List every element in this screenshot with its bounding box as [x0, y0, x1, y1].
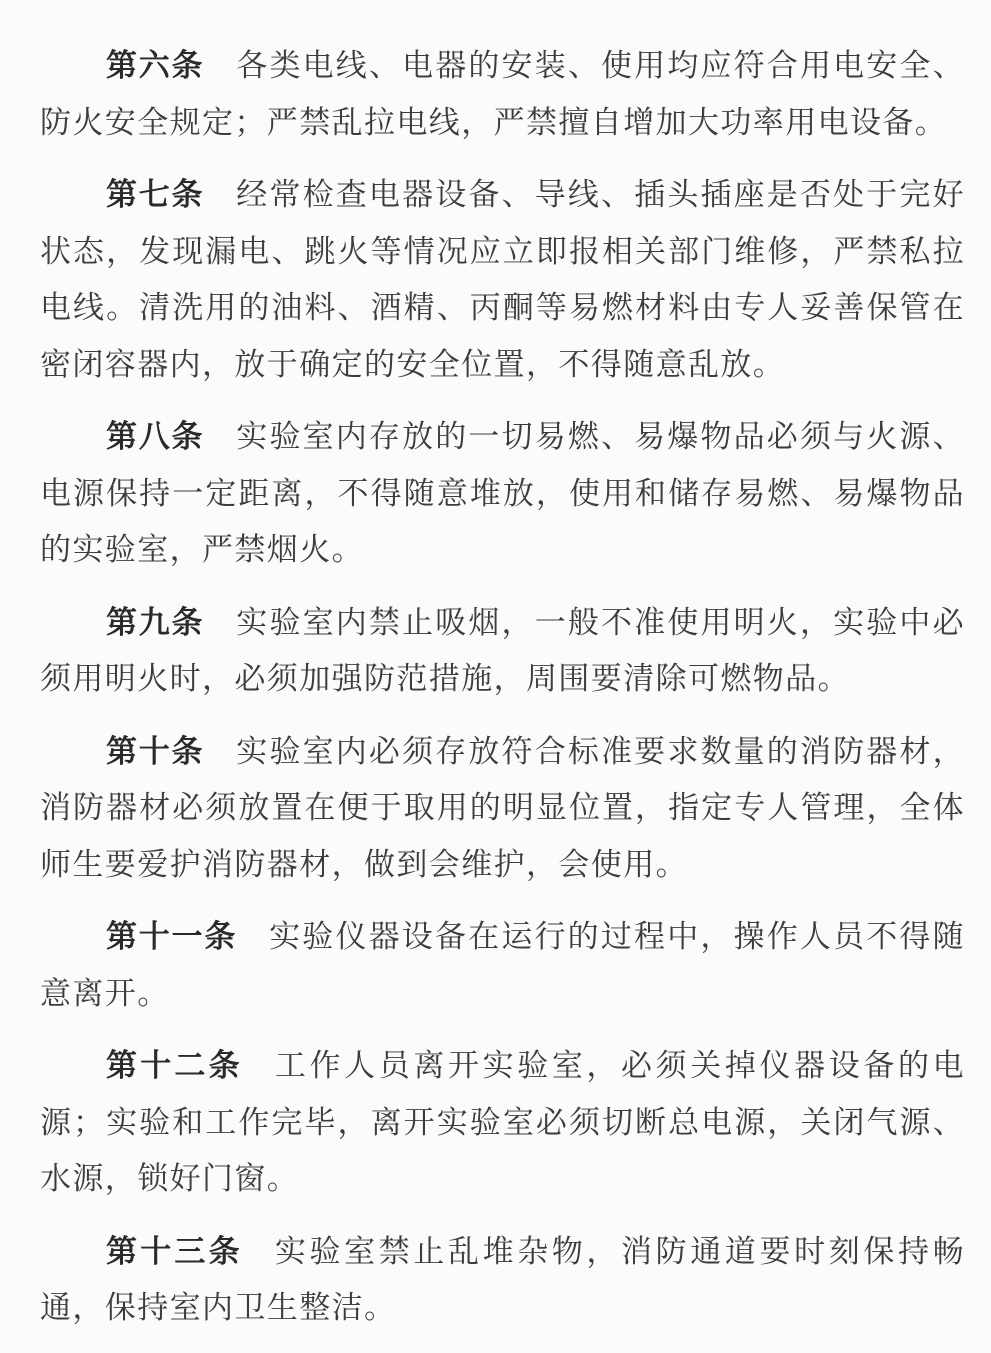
article-number: 第十条 [106, 733, 205, 770]
article-text: 实验室禁止乱堆杂物，消防通道要时刻保持畅通，保持室内卫生整洁。 [40, 1233, 966, 1326]
article-13 [40, 1224, 965, 1337]
article-number: 第十二条 [106, 1048, 243, 1084]
article-12 [40, 1038, 965, 1208]
article-7 [40, 167, 965, 393]
article-8 [40, 409, 965, 579]
article-9 [40, 595, 965, 708]
article-text: 各类电线、电器的安装、使用均应符合用电安全、防火安全规定；严禁乱拉电线，严禁擅自增加大功率用电设备。 [40, 48, 965, 141]
article-text: 实验室内存放的一切易燃、易爆物品必须与火源、电源保持一定距离，不得随意堆放，使用和储存易燃、易爆物品的实验室，严禁烟火。 [40, 419, 965, 568]
document-page [40, 38, 965, 1353]
article-10 [40, 724, 965, 894]
article-number: 第九条 [106, 604, 205, 641]
article-text: 实验室内禁止吸烟，一般不准使用明火，实验中必须用明火时，必须加强防范措施，周围要清除可燃物品。 [40, 604, 965, 697]
article-text: 工作人员离开实验室，必须关掉仪器设备的电源；实验和工作完毕，离开实验室必须切断总电源，关闭气源、水源，锁好门窗。 [40, 1048, 966, 1197]
article-number: 第十一条 [106, 919, 238, 955]
article-text: 经常检查电器设备、导线、插头插座是否处于完好状态，发现漏电、跳火等情况应立即报相关部门维修，严禁私拉电线。清洗用的油料、酒精、丙酮等易燃材料由专人妥善保管在密闭容器内，放于确定的安全位置，不得随意乱放。 [40, 177, 965, 383]
article-11 [40, 909, 965, 1022]
article-number: 第十三条 [106, 1233, 243, 1270]
article-6 [40, 38, 965, 151]
article-number: 第六条 [106, 48, 205, 84]
article-number: 第七条 [106, 177, 205, 213]
article-text: 实验室内必须存放符合标准要求数量的消防器材，消防器材必须放置在便于取用的明显位置，指定专人管理，全体师生要爱护消防器材，做到会维护，会使用。 [40, 733, 965, 883]
article-number: 第八条 [106, 419, 205, 455]
article-text: 实验仪器设备在运行的过程中，操作人员不得随意离开。 [40, 919, 966, 1012]
